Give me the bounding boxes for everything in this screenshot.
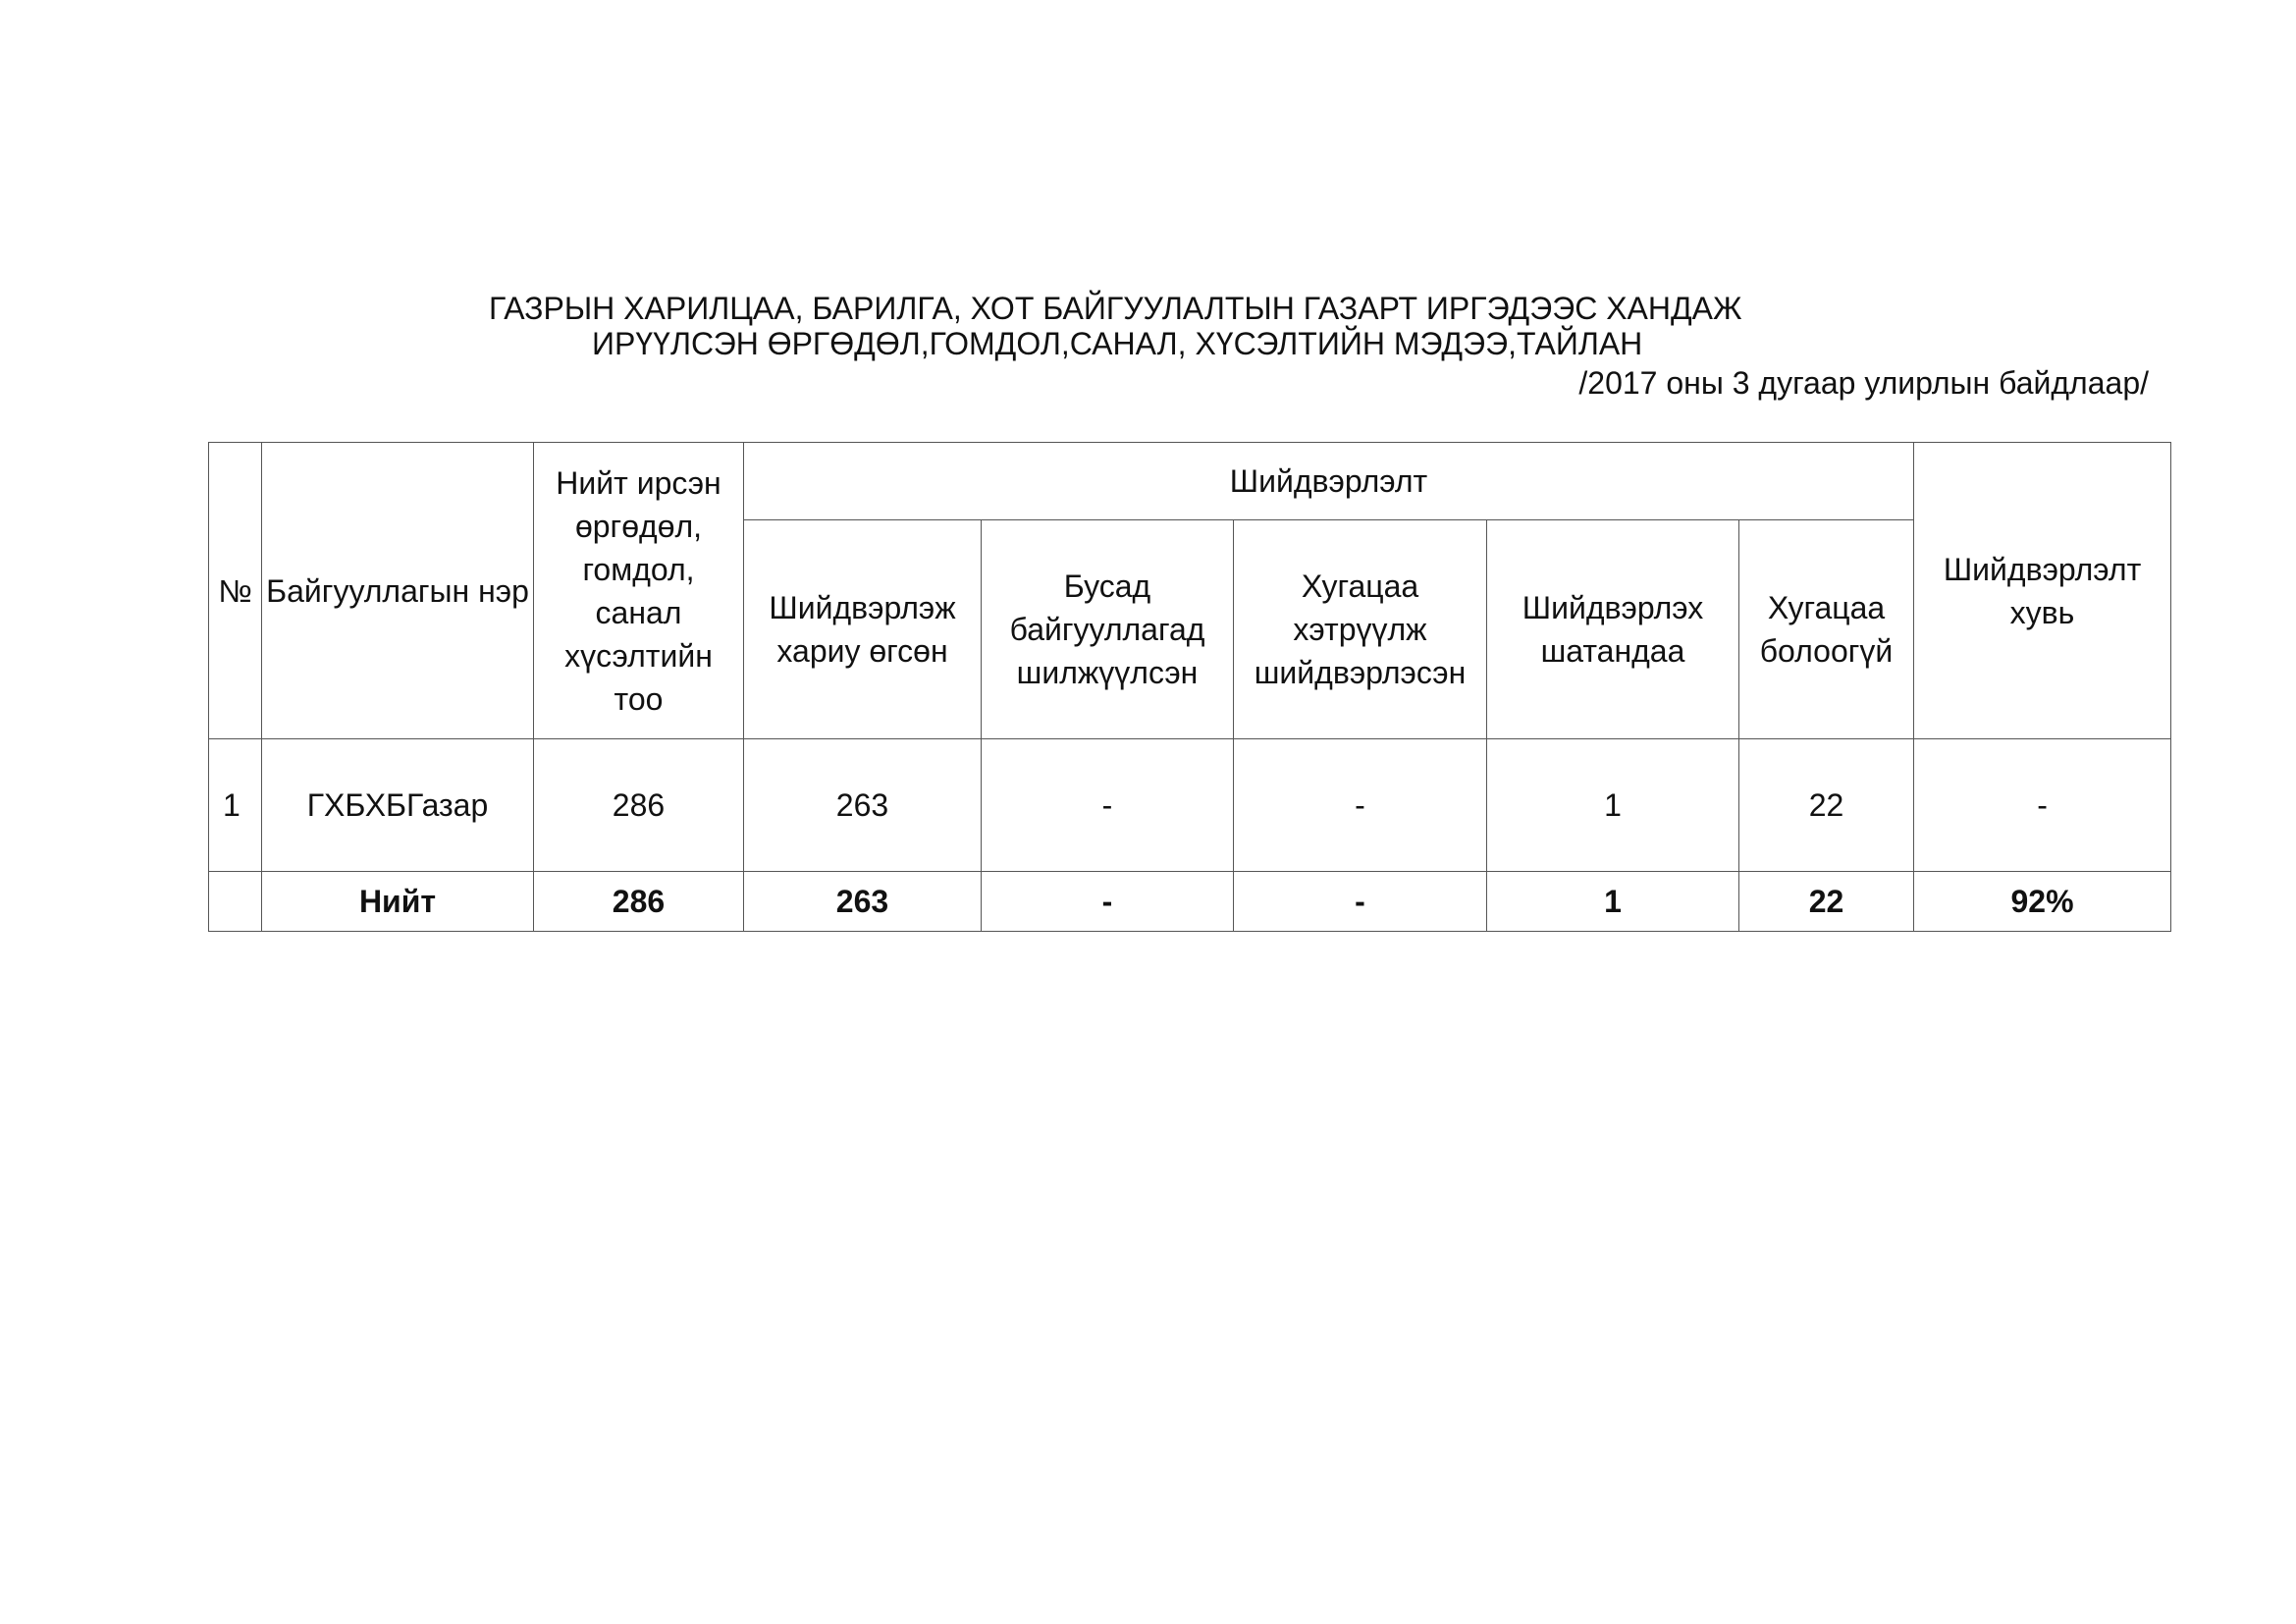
cell-not-due: 22 — [1739, 739, 1914, 872]
cell-resolution-percent: - — [1914, 739, 2171, 872]
header-resolution-percent: Шийдвэрлэлт хувь — [1914, 443, 2171, 739]
cell-total-received: 286 — [534, 739, 744, 872]
header-resolved-answered: Шийдвэрлэж хариу өгсөн — [744, 520, 982, 739]
header-org-name: Байгууллагын нэр — [262, 443, 534, 739]
header-row-top — [209, 443, 2171, 520]
total-transferred: - — [982, 872, 1234, 932]
header-number: № — [209, 443, 262, 739]
total-row — [209, 872, 2171, 932]
header-resolved-late: Хугацаа хэтрүүлж шийдвэрлэсэн — [1234, 520, 1487, 739]
complaints-report-table — [208, 442, 2171, 932]
cell-in-progress: 1 — [1487, 739, 1739, 872]
total-resolved-answered: 263 — [744, 872, 982, 932]
total-not-due: 22 — [1739, 872, 1914, 932]
total-in-progress: 1 — [1487, 872, 1739, 932]
cell-number: 1 — [209, 739, 262, 872]
header-in-progress: Шийдвэрлэх шатандаа — [1487, 520, 1739, 739]
header-total-received: Нийт ирсэн өргөдөл, гомдол, санал хүсэлтийн тоо — [534, 443, 744, 739]
report-title-line-2: ИРҮҮЛСЭН ӨРГӨДӨЛ,ГОМДОЛ,САНАЛ, ХҮСЭЛТИЙН МЭДЭЭ,ТАЙЛАН — [592, 326, 1643, 361]
table-row — [209, 739, 2171, 872]
header-transferred: Бусад байгууллагад шилжүүлсэн — [982, 520, 1234, 739]
header-not-due: Хугацаа болоогүй — [1739, 520, 1914, 739]
total-resolution-percent: 92% — [1914, 872, 2171, 932]
cell-transferred: - — [982, 739, 1234, 872]
total-resolved-late: - — [1234, 872, 1487, 932]
cell-resolved-answered: 263 — [744, 739, 982, 872]
report-period-subtitle: /2017 оны 3 дугаар улирлын байдлаар/ — [1578, 365, 2149, 401]
total-label: Нийт — [262, 872, 534, 932]
header-resolution-group: Шийдвэрлэлт — [744, 443, 1914, 520]
total-number-empty — [209, 872, 262, 932]
total-received: 286 — [534, 872, 744, 932]
report-title-line-1: ГАЗРЫН ХАРИЛЦАА, БАРИЛГА, ХОТ БАЙГУУЛАЛТЫН ГАЗАРТ ИРГЭДЭЭС ХАНДАЖ — [489, 291, 1742, 326]
cell-org-name: ГХБХБГазар — [262, 739, 534, 872]
cell-resolved-late: - — [1234, 739, 1487, 872]
